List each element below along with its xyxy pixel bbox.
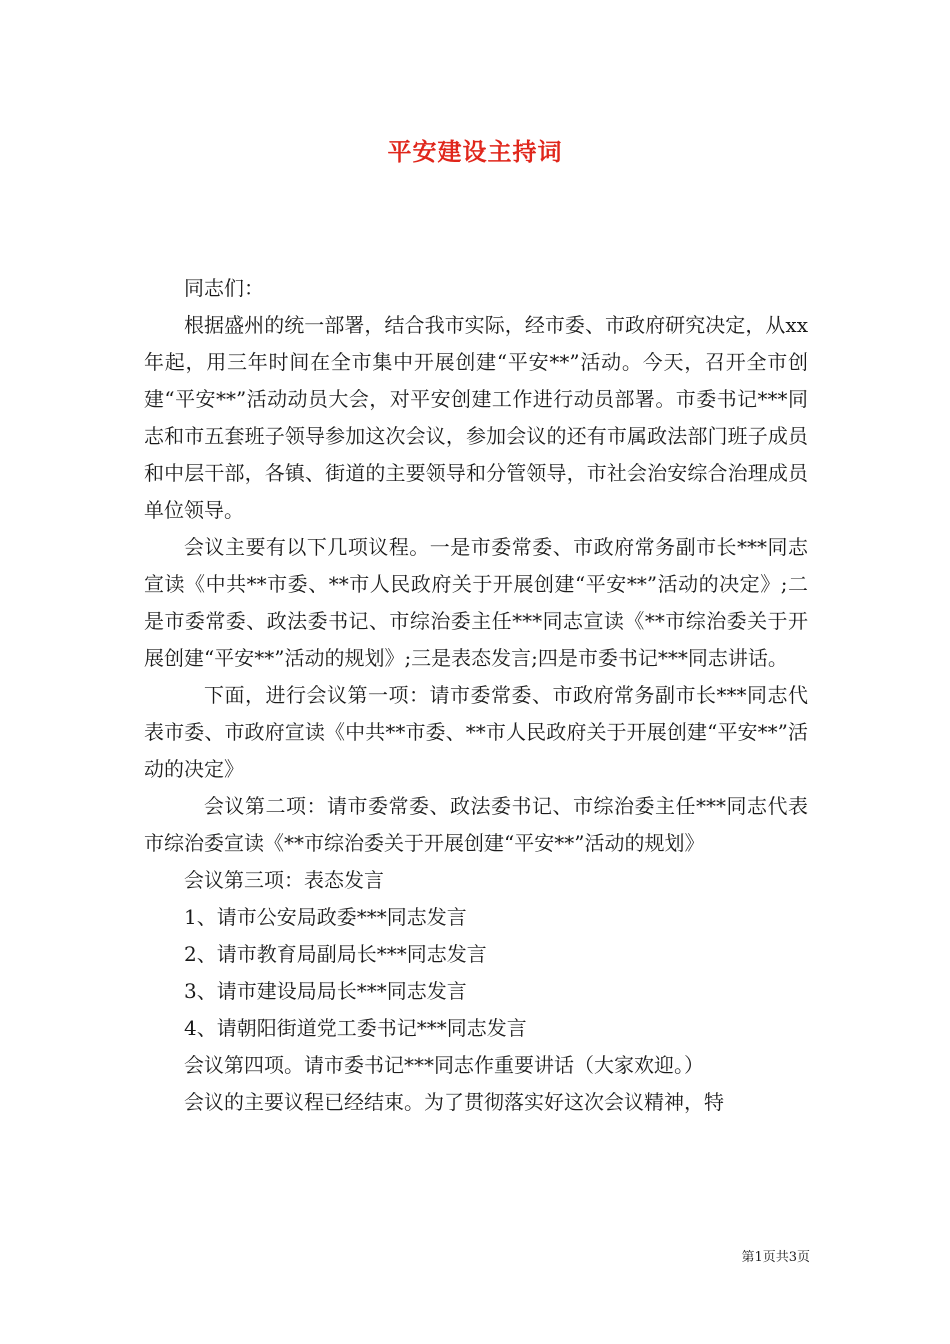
- paragraph-item-1: 下面，进行会议第一项：请市委常委、市政府常务副市长***同志代表市委、市政府宣读《中共**市委、**市人民政府关于开展创建“平安**”活动的决定》: [144, 683, 808, 781]
- page-indicator: 第1页共3页: [741, 1250, 810, 1265]
- item-4-line: 会议第四项。请市委书记***同志作重要讲话（大家欢迎。）: [184, 1053, 704, 1077]
- speaker-item: 2、请市教育局副局长***同志发言: [184, 942, 487, 966]
- page-title: 平安建设主持词: [387, 137, 563, 166]
- closing-line: 会议的主要议程已经结束。为了贯彻落实好这次会议精神，特: [184, 1090, 724, 1114]
- salutation: 同志们：: [184, 276, 264, 300]
- speaker-item: 1、请市公安局政委***同志发言: [184, 905, 467, 929]
- paragraph-agenda: 会议主要有以下几项议程。一是市委常委、市政府常务副市长***同志宣读《中共**市委、**市人民政府关于开展创建“平安**”活动的决定》;二是市委常委、政法委书记、市综治委主任***同志宣读《**市综治委关于开展创建“平安**”活动的规划》;三是表态发言;四是市委书记***同志讲话。: [144, 535, 808, 670]
- paragraph-intro: 根据盛州的统一部署，结合我市实际，经市委、市政府研究决定，从xx年起，用三年时间在全市集中开展创建“平安**”活动。今天，召开全市创建“平安**”活动动员大会，对平安创建工作进行动员部署。市委书记***同志和市五套班子领导参加这次会议，参加会议的还有市属政法部门班子成员和中层干部，各镇、街道的主要领导和分管领导，市社会治安综合治理成员单位领导。: [144, 313, 808, 522]
- speaker-item: 3、请市建设局局长***同志发言: [184, 979, 467, 1003]
- item-3-heading: 会议第三项：表态发言: [184, 868, 384, 892]
- document-body: [144, 270, 808, 1121]
- speaker-item: 4、请朝阳街道党工委书记***同志发言: [184, 1016, 527, 1040]
- paragraph-item-2: 会议第二项：请市委常委、政法委书记、市综治委主任***同志代表市综治委宣读《**市综治委关于开展创建“平安**”活动的规划》: [144, 794, 808, 855]
